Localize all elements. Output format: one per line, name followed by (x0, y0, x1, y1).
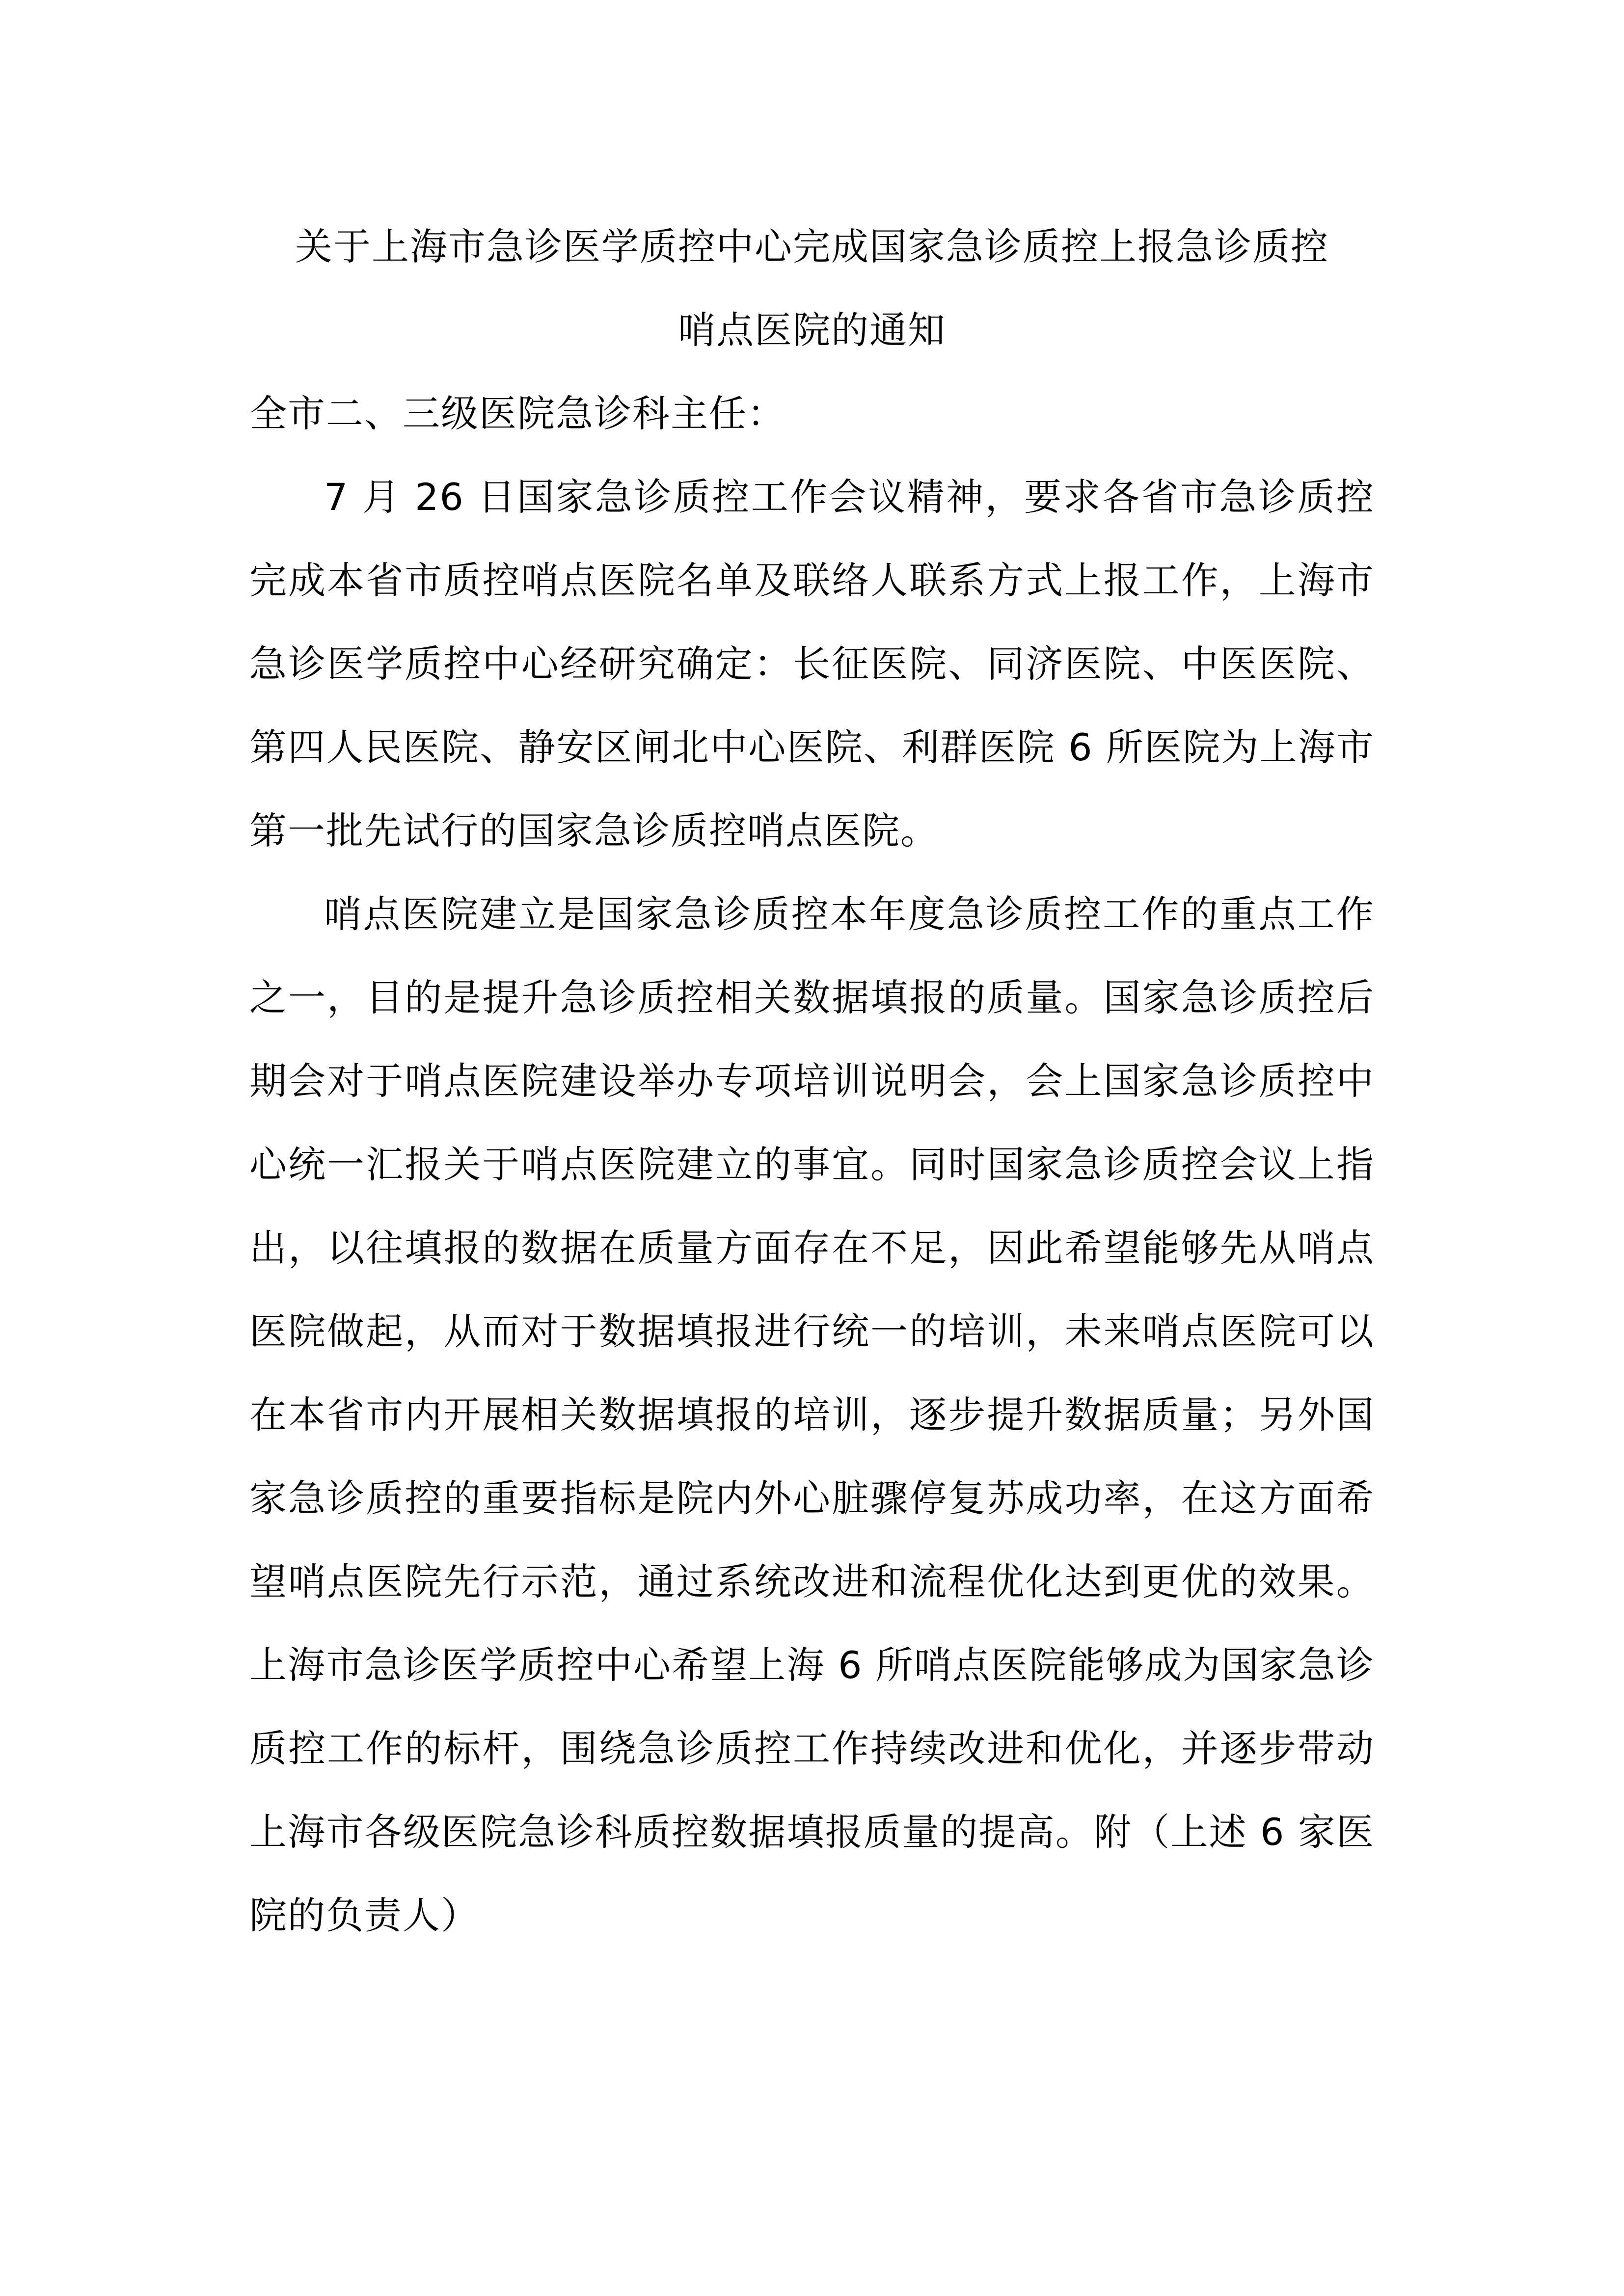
salutation: 全市二、三级医院急诊科主任： (249, 392, 785, 435)
paragraph-2: 哨点医院建立是国家急诊质控本年度急诊质控工作的重点工作之一，目的是提升急诊质控相关数据填报的质量。国家急诊质控后期会对于哨点医院建设举办专项培训说明会，会上国家急诊质控中心统一汇报关于哨点医院建立的事宜。同时国家急诊质控会议上指出，以往填报的数据在质量方面存在不足，因此希望能够先从哨点医院做起，从而对于数据填报进行统一的培训，未来哨点医院可以在本省市内开展相关数据填报的培训，逐步提升数据质量；另外国家急诊质控的重要指标是院内外心脏骤停复苏成功率，在这方面希望哨点医院先行示范，通过系统改进和流程优化达到更优的效果。上海市急诊医学质控中心希望上海 6 所哨点医院能够成为国家急诊质控工作的标杆，围绕急诊质控工作持续改进和优化，并逐步带动上海市各级医院急诊科质控数据填报质量的提高。附（上述 6 家医院的负责人） (249, 892, 1375, 1937)
document-body (249, 205, 1375, 1957)
paragraph-1: 7 月 26 日国家急诊质控工作会议精神，要求各省市急诊质控完成本省市质控哨点医院名单及联络人联系方式上报工作，上海市急诊医学质控中心经研究确定：长征医院、同济医院、中医医院、第四人民医院、静安区闸北中心医院、利群医院 6 所医院为上海市第一批先试行的国家急诊质控哨点医院。 (249, 475, 1375, 853)
document-title (249, 205, 1375, 372)
title-line-2: 哨点医院的通知 (678, 308, 946, 352)
title-line-1: 关于上海市急诊医学质控中心完成国家急诊质控上报急诊质控 (295, 225, 1329, 268)
